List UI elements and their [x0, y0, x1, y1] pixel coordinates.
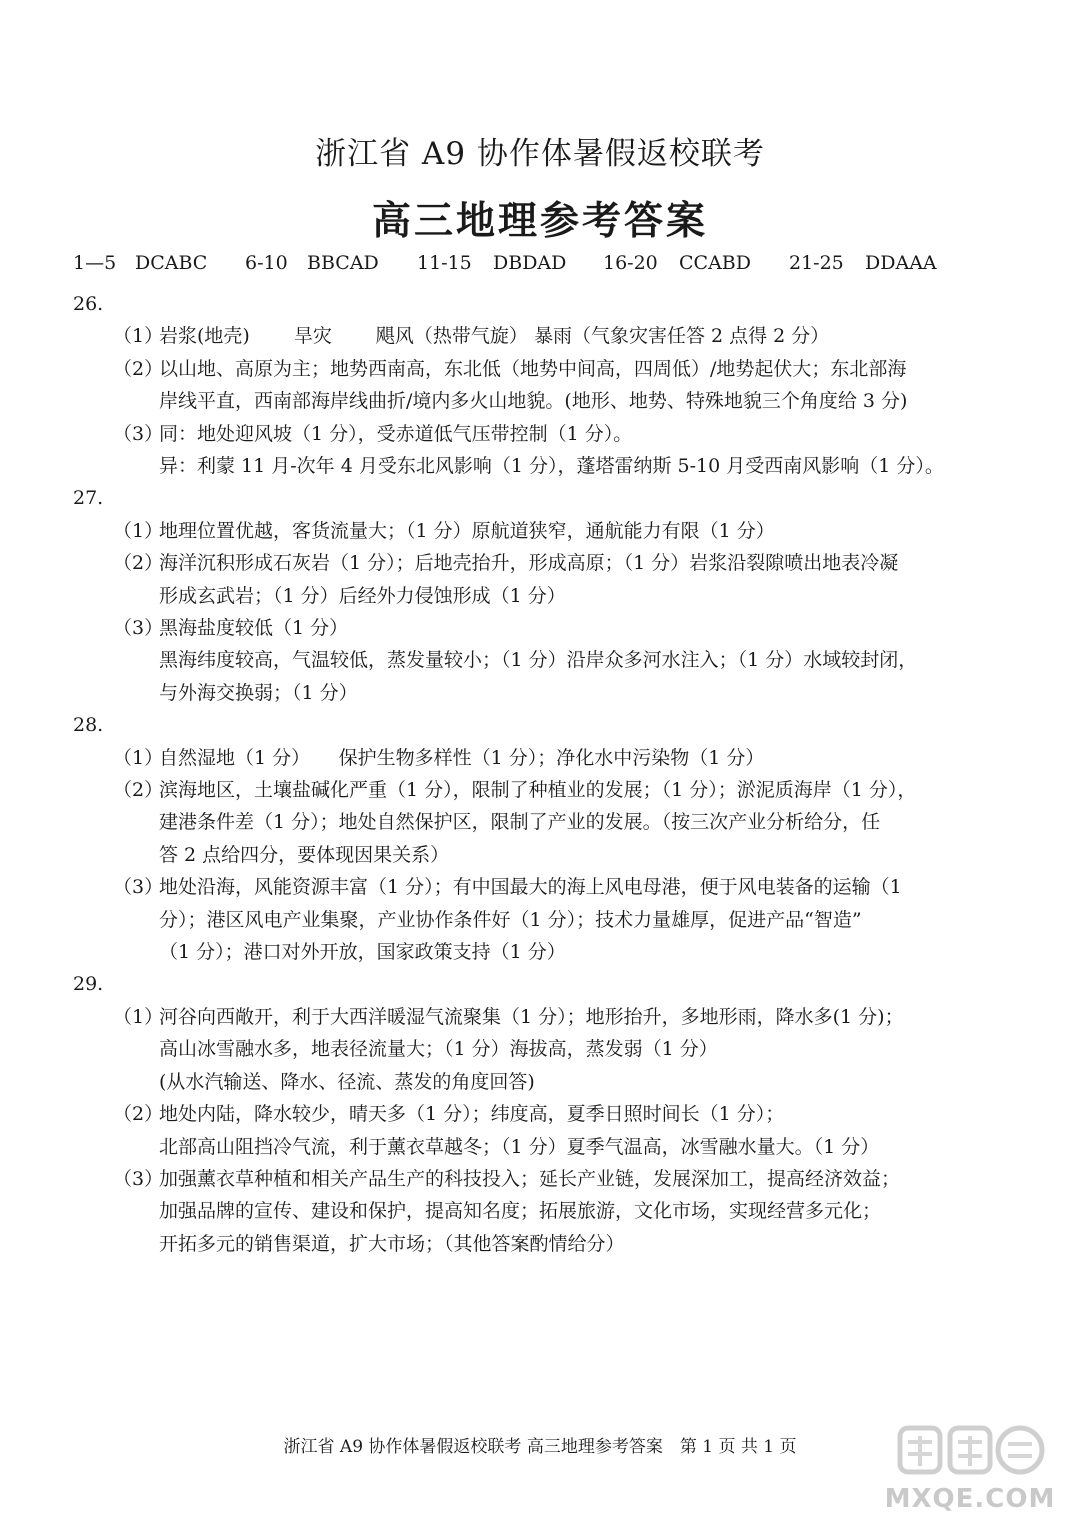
- sub-answer: [73, 1098, 1023, 1130]
- sub-label: （1）: [113, 1005, 164, 1028]
- sub-label: （3）: [113, 876, 164, 899]
- mc-answers: DDAAA: [865, 252, 937, 274]
- mc-range: 1—5: [73, 252, 117, 274]
- sub-label: （2）: [113, 1103, 164, 1126]
- answer-text: 同：地处迎风坡（1 分），受赤道低气压带控制（1 分）。: [159, 422, 633, 445]
- answer-text: 地处沿海，风能资源丰富（1 分）；有中国最大的海上风电母港，便于风电装备的运输（1: [159, 876, 902, 899]
- answer-text: 地理位置优越，客货流量大；（1 分）原航道狭窄，通航能力有限（1 分）: [159, 519, 775, 542]
- mc-range: 11-15: [417, 252, 472, 274]
- mc-range: 6-10: [245, 252, 288, 274]
- mc-group: [245, 252, 417, 274]
- answer-text: （1 分）；港口对外开放，国家政策支持（1 分）: [159, 941, 566, 964]
- sub-answer: [73, 515, 1023, 547]
- answer-text: 河谷向西敞开，利于大西洋暖湿气流聚集（1 分）；地形抬升，多地形雨，降水多(1 分)；: [159, 1005, 904, 1028]
- sub-label: （3）: [113, 422, 164, 445]
- mc-range: 21-25: [789, 252, 844, 274]
- answer-text: 答 2 点给四分，要体现因果关系）: [159, 843, 450, 866]
- watermark-url: MXQE.COM: [884, 1484, 1056, 1514]
- mc-group: [789, 252, 975, 274]
- mc-answers: DBDAD: [493, 252, 567, 274]
- mc-group: [603, 252, 789, 274]
- answer-text: (从水汽输送、降水、径流、蒸发的角度回答): [159, 1070, 535, 1093]
- sub-label: （3）: [113, 617, 164, 640]
- answer-body: [73, 288, 1023, 1260]
- answer-text: 高山冰雪融水多，地表径流量大；（1 分）海拔高，蒸发弱（1 分）: [159, 1038, 718, 1061]
- answer-text: 以山地、高原为主；地势西南高，东北低（地势中间高，四周低）/地势起伏大；东北部海: [159, 357, 907, 380]
- answer-text: 黑海纬度较高，气温较低，蒸发量较小；（1 分）沿岸众多河水注入；（1 分）水域较封闭，: [159, 649, 918, 672]
- mc-answers: BBCAD: [307, 252, 379, 274]
- answer-text: 地处内陆，降水较少，晴天多（1 分）；纬度高，夏季日照时间长（1 分）；: [159, 1103, 785, 1126]
- watermark-logo: [870, 1418, 1070, 1518]
- sub-answer: [73, 320, 1023, 352]
- answer-text: 异：利蒙 11 月-次年 4 月受东北风影响（1 分），蓬塔雷纳斯 5-10 月受西南风影响（1 分）。: [159, 455, 944, 478]
- question-number: 29.: [73, 973, 104, 996]
- sub-label: （1）: [113, 519, 164, 542]
- page-footer: 浙江省 A9 协作体暑假返校联考 高三地理参考答案 第 1 页 共 1 页: [283, 1437, 797, 1457]
- sub-label: （2）: [113, 779, 164, 802]
- sub-label: （2）: [113, 552, 164, 575]
- answer-text: 滨海地区，土壤盐碱化严重（1 分），限制了种植业的发展；（1 分）；淤泥质海岸（1 分），: [159, 779, 917, 802]
- answer-text: 建港条件差（1 分）；地处自然保护区，限制了产业的发展。（按三次产业分析给分，任: [159, 811, 881, 834]
- sub-label: （3）: [113, 1167, 164, 1190]
- mc-group: [417, 252, 603, 274]
- sub-answer: [73, 774, 1023, 806]
- answer-text: 分）；港区风电产业集聚，产业协作条件好（1 分）；技术力量雄厚，促进产品“智造”: [159, 908, 862, 931]
- page-title: 高三地理参考答案: [371, 198, 708, 244]
- sub-label: （1）: [113, 325, 164, 348]
- mc-group: [73, 252, 245, 274]
- sub-label: （2）: [113, 357, 164, 380]
- answer-text: 加强薰衣草种植和相关产品生产的科技投入；延长产业链，发展深加工，提高经济效益；: [159, 1167, 901, 1190]
- answer-text: 北部高山阻挡冷气流，利于薰衣草越冬；（1 分）夏季气温高，冰雪融水量大。（1 分）: [159, 1135, 880, 1158]
- answer-text: 开拓多元的销售渠道，扩大市场；（其他答案酌情给分）: [159, 1232, 625, 1255]
- mc-range: 16-20: [603, 252, 658, 274]
- sub-answer: [73, 612, 1023, 644]
- answer-text: 与外海交换弱；（1 分）: [159, 681, 358, 704]
- sub-answer: [73, 418, 1023, 450]
- question-number: 28.: [73, 714, 104, 737]
- sub-answer: [73, 1163, 1023, 1195]
- answer-text: 海洋沉积形成石灰岩（1 分）；后地壳抬升，形成高原；（1 分）岩浆沿裂隙喷出地表冷凝: [159, 552, 899, 575]
- question-number: 27.: [73, 487, 104, 510]
- sub-answer: [73, 871, 1023, 903]
- exam-title: 浙江省 A9 协作体暑假返校联考: [315, 136, 765, 172]
- answer-text: 岩浆(地壳) 旱灾 飓风（热带气旋） 暴雨（气象灾害任答 2 点得 2 分）: [159, 325, 830, 348]
- answer-text: 加强品牌的宣传、建设和保护，提高知名度；拓展旅游，文化市场，实现经营多元化；: [159, 1200, 882, 1223]
- answer-text: 岸线平直，西南部海岸线曲折/境内多火山地貌。(地形、地势、特殊地貌三个角度给 3 分): [159, 390, 908, 413]
- answer-text: 黑海盐度较低（1 分）: [159, 617, 349, 640]
- question-number: 26.: [73, 293, 104, 315]
- sub-answer: [73, 1001, 1023, 1033]
- multiple-choice-answers: [73, 252, 1033, 274]
- sub-answer: [73, 742, 1023, 774]
- sub-answer: [73, 353, 1023, 385]
- mc-answers: DCABC: [135, 252, 208, 274]
- mc-answers: CCABD: [679, 252, 751, 274]
- answer-text: 形成玄武岩；（1 分）后经外力侵蚀形成（1 分）: [159, 584, 566, 607]
- sub-label: （1）: [113, 746, 164, 769]
- sub-answer: [73, 547, 1023, 579]
- answer-text: 自然湿地（1 分） 保护生物多样性（1 分）；净化水中污染物（1 分）: [159, 746, 765, 769]
- watermark-logo-icon: [896, 1422, 1046, 1482]
